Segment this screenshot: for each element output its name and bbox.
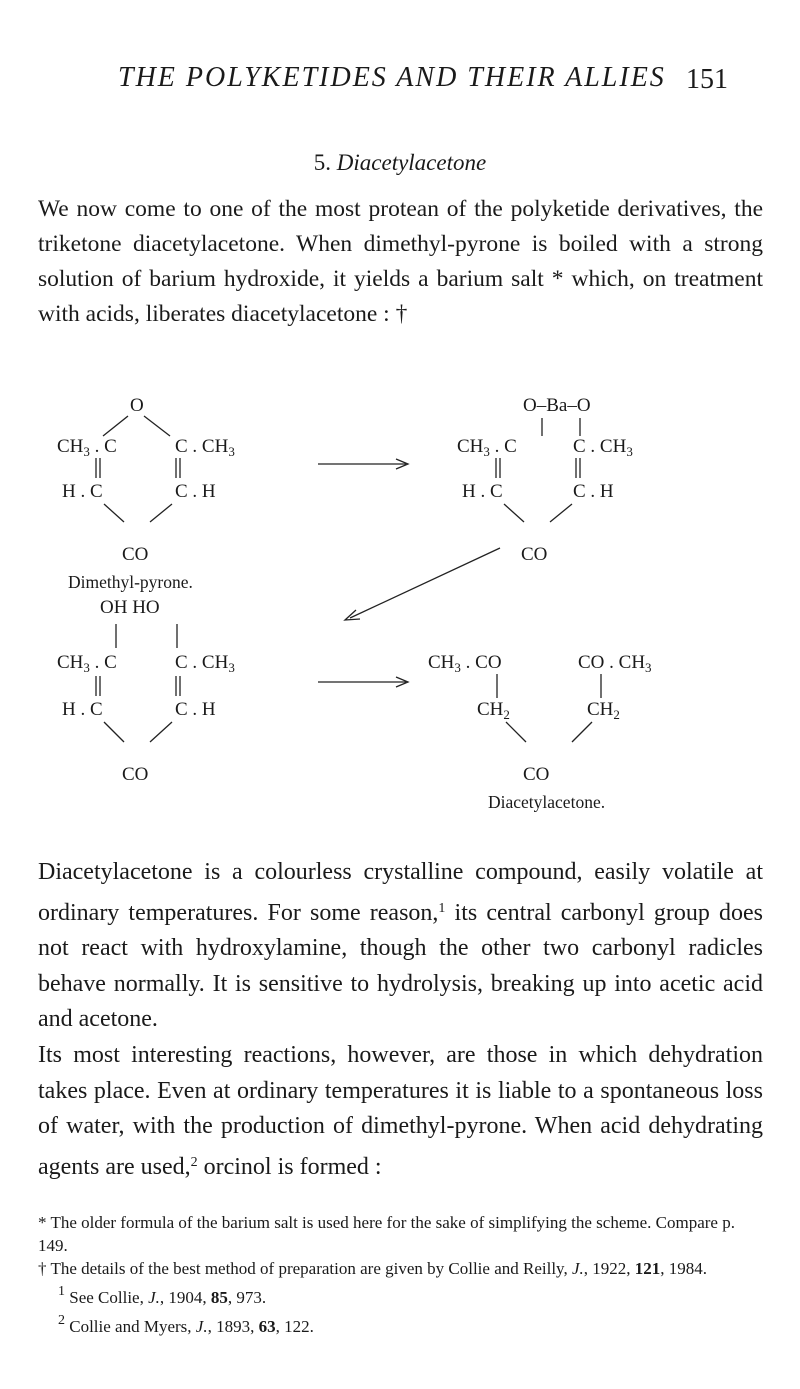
salt-hc: H . C	[462, 481, 503, 502]
footnote-dagger: † The details of the best method of preparation are given by Collie and Reilly, J., 1922, 121, 1984.	[38, 1259, 707, 1278]
footnote-star: * The older formula of the barium salt is used here for the sake of simplifying the scheme. Compare p. 149.	[38, 1213, 735, 1255]
enol-ch3c: $CH_3$ . C	[57, 652, 117, 675]
enol-cch3: C . $CH_3$	[175, 652, 235, 675]
keto-ch2-right: $CH_2$	[587, 699, 620, 722]
footnote-1: $^1$ See Collie, J., 1904, 85, 973.	[58, 1284, 267, 1307]
pyrone-cch3: C . $CH_3$	[175, 436, 235, 459]
salt-ch3c: $CH_3$ . C	[457, 436, 517, 459]
paragraph-properties: Diacetylacetone is a colourless crystalline compound, easily volatile at ordinary temperatures. For some reason,$^1$ its central carbonyl group does not react with hydroxylamine, though the other two carbonyl radicles behave normally. It is sensitive to hydrolysis, breaking up into acetic acid and acetone.	[38, 859, 763, 1033]
pyrone-ring-oxygen: O	[130, 395, 144, 416]
salt-ch: C . H	[573, 481, 614, 502]
footnotes	[38, 1211, 763, 1338]
page-number: 151	[686, 64, 728, 95]
barium-o-ba-o: O–Ba–O	[523, 395, 591, 416]
footnote-2: $^2$ Collie and Myers, J., 1893, 63, 122.	[58, 1313, 314, 1336]
enol-hc: H . C	[62, 699, 103, 720]
running-header: THE POLYKETIDES AND THEIR ALLIES	[118, 62, 666, 93]
pyrone-hc: H . C	[62, 481, 103, 502]
pyrone-ch: C . H	[175, 481, 216, 502]
pyrone-co: CO	[122, 544, 149, 565]
section-number: 5.	[313, 150, 332, 175]
salt-co: CO	[521, 544, 548, 565]
pyrone-ch3c: $CH_3$ . C	[57, 436, 117, 459]
enol-oh-ho: OH HO	[100, 597, 160, 618]
salt-cch3: C . $CH_3$	[573, 436, 633, 459]
enol-co: CO	[122, 764, 149, 785]
paragraph-dehydration: Its most interesting reactions, however, are those in which dehydration takes place. Even at ordinary temperatures it is liable to a spontaneous loss of water, with the production of dimethyl-pyrone. When acid dehydrating agents are used,$^2$ orcinol is formed :	[38, 1041, 763, 1180]
keto-ch2-left: $CH_2$	[477, 699, 510, 722]
section-name: Diacetylacetone	[336, 150, 487, 175]
body-paragraphs	[38, 855, 763, 1185]
dimethylpyrone-label: Dimethyl-pyrone.	[68, 572, 193, 592]
diacetylacetone-label: Diacetylacetone.	[488, 792, 606, 812]
keto-co: CO	[523, 764, 550, 785]
enol-ch: C . H	[175, 699, 216, 720]
keto-ch3co: $CH_3$ . CO	[428, 652, 502, 675]
intro-text: We now come to one of the most protean of the polyketide derivatives, the triketone diacetylacetone. When dimethyl-pyrone is boiled with a strong solution of barium hydroxide, it yields a barium salt * which, on treatment with acids, liberates diacetylacetone : †	[38, 196, 763, 327]
keto-coch3: CO . $CH_3$	[578, 652, 652, 675]
